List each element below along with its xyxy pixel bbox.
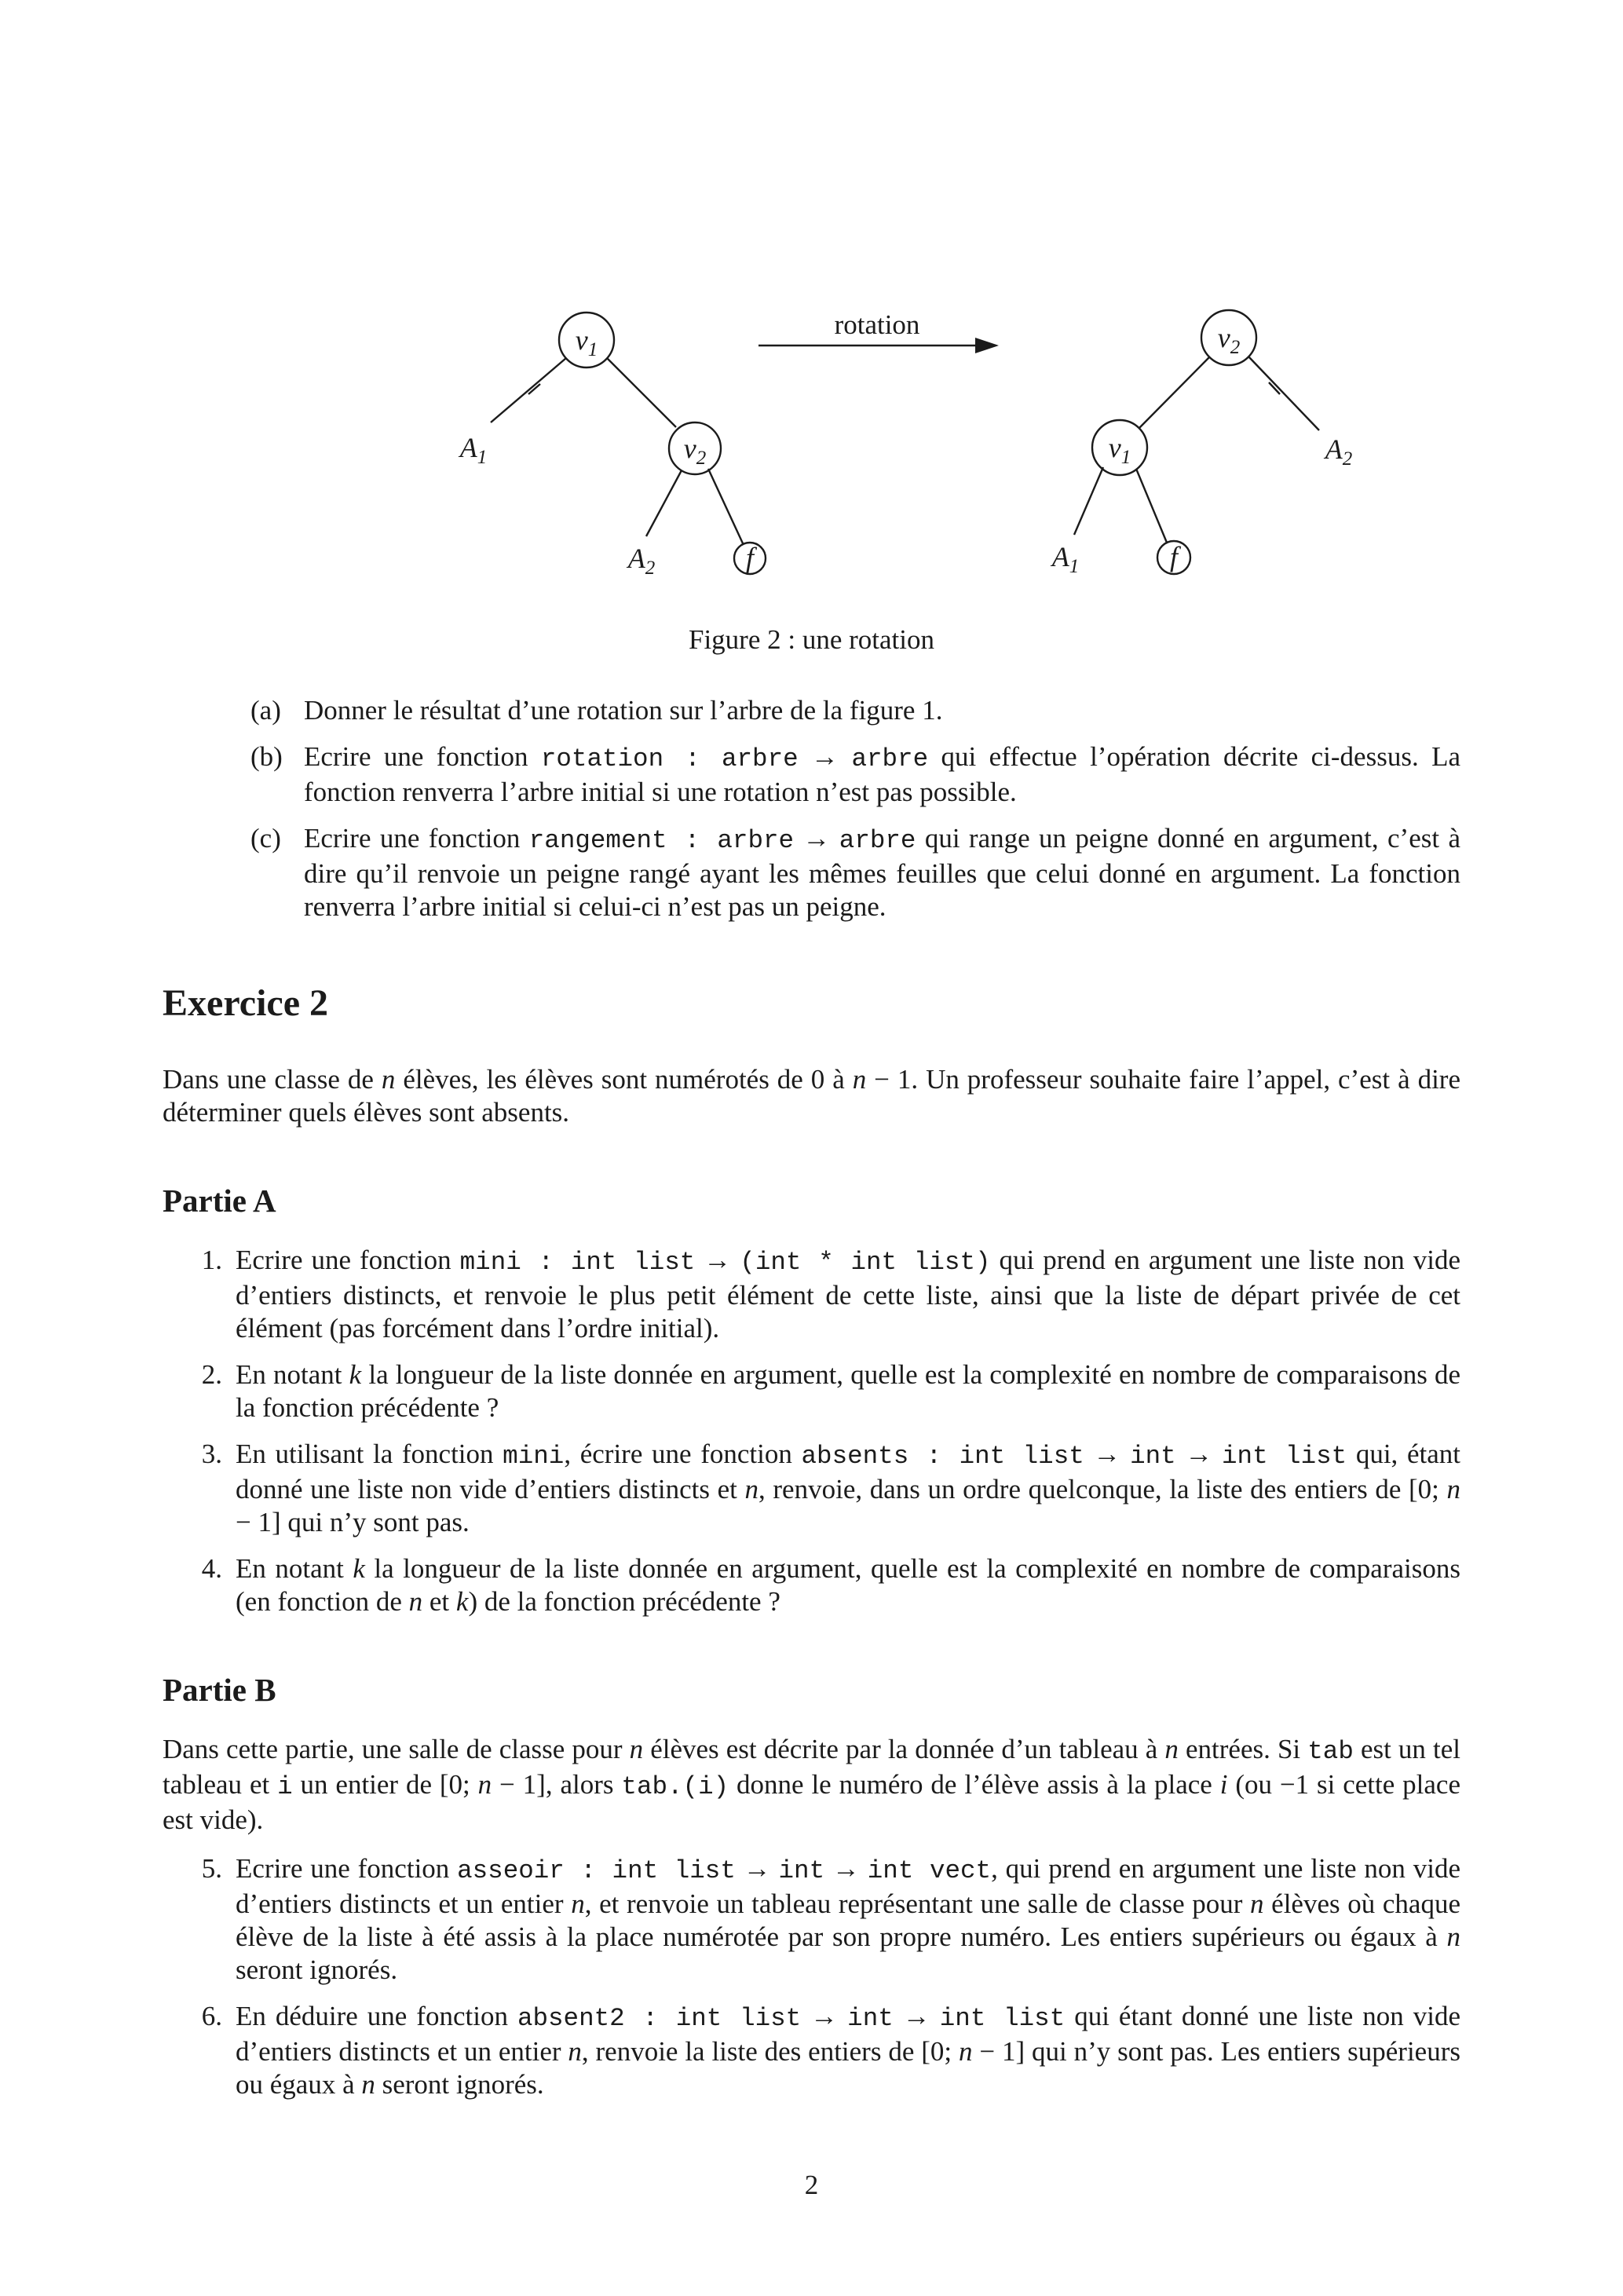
item-text: Ecrire une fonction rangement : arbre → arbre qui range un peigne donné en argument, c’est à dire qu’il renvoie un peigne rangé ayant les mêmes feuilles que celui donné en argument. La fonction renverra l’arbre initial si celui-ci n’est pas un peigne.	[304, 823, 1460, 922]
rotation-arrow-label: rotation	[834, 309, 920, 340]
edge-v1-v2	[607, 358, 676, 427]
question-item-c	[250, 822, 1460, 923]
exercice2-title: Exercice 2	[163, 982, 329, 1024]
item-text: En déduire une fonction absent2 : int list → int → int list qui étant donné une liste non vide d’entiers distincts et un entier n, renvoie la liste des entiers de [0; n − 1] qui n’y sont pas. Les entiers supérieurs ou égaux à n seront ignorés.	[236, 2001, 1460, 2100]
question-item-5	[163, 1852, 1460, 1987]
question-item-6	[163, 2000, 1460, 2101]
subtree-label-A2: $A_2$	[1325, 433, 1353, 470]
leaf-label-f: f	[1169, 541, 1179, 572]
node-label-v1: $v_1$	[575, 324, 598, 360]
item-label: 6.	[201, 2001, 222, 2031]
item-label: (a)	[250, 695, 281, 726]
question-item-1	[163, 1244, 1460, 1345]
node-label-v2: $v_2$	[1217, 322, 1241, 358]
rotation-arrow	[758, 309, 999, 353]
item-text: En notant k la longueur de la liste donnée en argument, quelle est la complexité en nombre de comparaisons (en fonction de n et k) de la fonction précédente ?	[236, 1553, 1460, 1617]
page-number: 2	[804, 2170, 819, 2200]
rotation-figure	[455, 305, 1382, 587]
subtree-label-A1: $A_1$	[459, 432, 488, 468]
edge-v2-A2	[1248, 356, 1319, 430]
page-content	[0, 305, 1623, 2101]
tree-right	[1051, 310, 1353, 577]
exercise1-question-list	[163, 694, 1460, 923]
node-label-v1: $v_1$	[1108, 432, 1131, 468]
partie-b-title: Partie B	[163, 1672, 276, 1708]
item-text: Donner le résultat d’une rotation sur l’arbre de la figure 1.	[304, 695, 943, 726]
edge-v2-A2	[646, 470, 682, 536]
edge-v1-f	[1136, 469, 1167, 543]
item-text: Ecrire une fonction asseoir : int list → int → int vect, qui prend en argument une liste non vide d’entiers distincts et un entier n, et renvoie un tableau représentant une salle de classe pour n élèves où chaque élève de la liste à été assis à la place numérotée par son propre numéro. Les entiers supérieurs ou égaux à n seront ignorés.	[236, 1853, 1460, 1985]
subtree-label-A2: $A_2$	[627, 543, 656, 579]
item-label: (c)	[250, 823, 281, 854]
partie-a-list	[163, 1244, 1460, 1618]
item-text: Ecrire une fonction rotation : arbre → arbre qui effectue l’opération décrite ci-dessus. La fonction renverra l’arbre initial si une rotation n’est pas possible.	[304, 741, 1461, 807]
partie-a-title: Partie A	[163, 1183, 276, 1219]
item-label: (b)	[250, 741, 283, 772]
edge-v2-v1	[1139, 357, 1209, 428]
item-text: En notant k la longueur de la liste donnée en argument, quelle est la complexité en nombre de comparaisons de la fonction précédente ?	[236, 1359, 1460, 1423]
question-item-a	[250, 694, 1460, 727]
question-item-b	[250, 740, 1460, 809]
edge-v1-A1	[491, 358, 566, 422]
tree-left	[459, 313, 766, 579]
node-label-v2: $v_2$	[683, 433, 707, 469]
exercice2-intro: Dans une classe de n élèves, les élèves sont numérotés de 0 à n − 1. Un professeur souhaite faire l’appel, c’est à dire déterminer quels élèves sont absents.	[163, 1064, 1460, 1128]
item-label: 4.	[201, 1553, 222, 1584]
question-item-4	[163, 1552, 1460, 1618]
partie-b-intro: Dans cette partie, une salle de classe pour n élèves est décrite par la donnée d’un tableau à n entrées. Si tab est un tel tableau et i un entier de [0; n − 1], alors tab.(i) donne le numéro de l’élève assis à la place i (ou −1 si cette place est vide).	[163, 1734, 1461, 1835]
figure-caption: Figure 2 : une rotation	[688, 624, 934, 655]
subtree-label-A1: $A_1$	[1051, 541, 1080, 577]
item-label: 5.	[201, 1853, 222, 1884]
question-item-3	[163, 1438, 1460, 1539]
leaf-label-f: f	[745, 542, 755, 573]
item-text: En utilisant la fonction mini, écrire une fonction absents : int list → int → int list qui, étant donné une liste non vide d’entiers distincts et n, renvoie, dans un ordre quelconque, la liste des entiers de [0; n − 1] qui n’y sont pas.	[236, 1439, 1460, 1537]
edge-v1-A1	[1074, 467, 1103, 535]
item-text: Ecrire une fonction mini : int list → (int * int list) qui prend en argument une liste non vide d’entiers distincts, et renvoie le plus petit élément de cette liste, ainsi que la liste de départ privée de cet élément (pas forcément dans l’ordre initial).	[236, 1245, 1461, 1344]
item-label: 2.	[201, 1359, 222, 1390]
partie-b-list	[163, 1852, 1460, 2101]
item-label: 1.	[201, 1245, 222, 1275]
edge-v2-f	[708, 469, 743, 543]
question-item-2	[163, 1358, 1460, 1424]
arrow-head	[975, 338, 999, 353]
item-label: 3.	[201, 1439, 222, 1469]
